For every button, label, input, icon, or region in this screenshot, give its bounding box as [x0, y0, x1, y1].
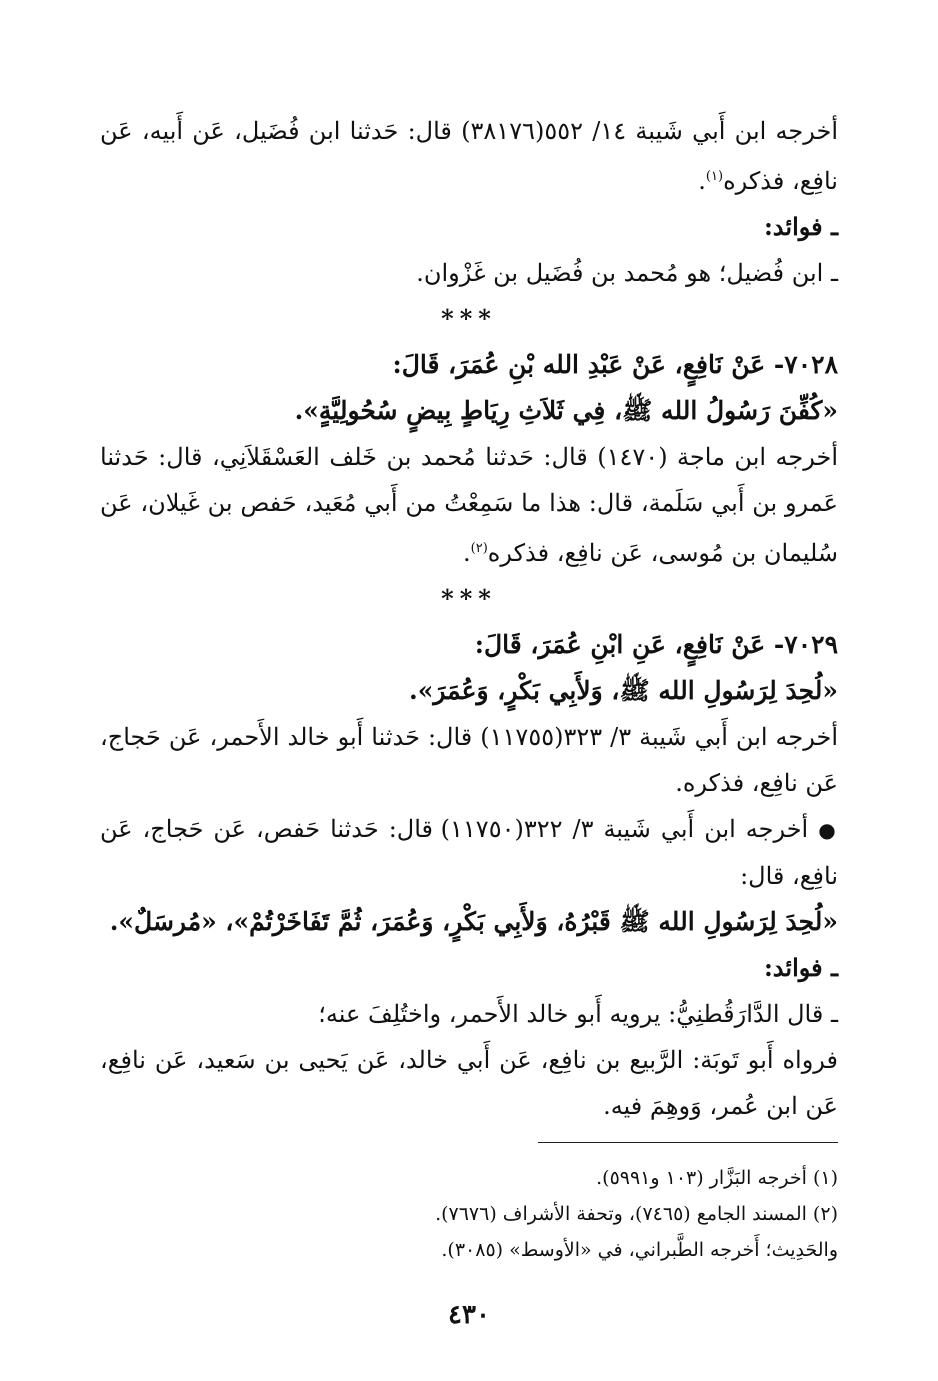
footnote-ref: (٢) [470, 541, 488, 556]
hadith-isnad-7028: ٧٠٢٨- عَنْ نَافِعٍ، عَنْ عَبْدِ الله بْنِ عُمَرَ، قَالَ: [392, 350, 838, 379]
footnote-divider [538, 1142, 838, 1143]
fawaid-heading: ـ فوائد: [763, 953, 838, 982]
takhrij-paragraph: أخرجه ابن أَبي شَيبة ٣/ ٣٢٣(١١٧٥٥) قال: حَدثنا أَبو خالد الأَحمر، عَن حَجاج، عَن نافِع، فذكره. [100, 723, 838, 797]
takhrij-paragraph: أخرجه ابن ماجة (١٤٧٠) قال: حَدثنا مُحمد بن خَلف العَسْقَلاَنِي، قال: حَدثنا عَمرو بن أَبي سَلَمة، قال: هذا ما سَمِعْتُ من أَبي مُعَيد، حَفص بن غَيلان، عَن سُليمان بن مُوسى، عَن نافِع، فذكره$^{(٢)}$. [100, 443, 839, 567]
fawaid-note: ـ ابن فُضيل؛ هو مُحمد بن فُضَيل بن غَزْوان. [416, 259, 838, 287]
fawaid-heading: ـ فوائد: [763, 212, 838, 241]
footnote-2: (٢) المسند الجامع (٧٤٦٥)، وتحفة الأشراف (٧٦٧٦). [435, 1203, 838, 1225]
footnotes [100, 1160, 838, 1268]
hadith-matn-7028: «كُفِّنَ رَسُولُ الله ﷺ، فِي ثَلاَثِ رِيَاطٍ بِيضٍ سُحُولِيَّةٍ». [294, 396, 838, 425]
section-separator: *** [441, 584, 497, 613]
mursal-matn: «لُحِدَ لِرَسُولِ الله ﷺ قَبْرُهُ، وَلأَبِي بَكْرٍ، وَعُمَرَ، ثُمَّ تَفَاخَرْتُمْ»، «مُرسَلٌ». [109, 907, 838, 936]
hadith-matn-7029: «لُحِدَ لِرَسُولِ الله ﷺ، وَلأَبِي بَكْرٍ، وَعُمَرَ». [409, 676, 838, 705]
footnote-2-continued: والحَدِيث؛ أَخرجه الطَّبراني، في «الأوسط» (٣٠٨٥). [441, 1239, 838, 1261]
bullet-icon: ● [818, 818, 839, 842]
bullet-paragraph: ● أخرجه ابن أَبي شَيبة ٣/ ٣٢٢(١١٧٥٠) قال: حَدثنا حَفص، عَن حَجاج، عَن نافِع، قال: [100, 815, 839, 890]
footnote-1: (١) أخرجه البَزَّار (١٠٣ و٥٩٩١). [596, 1167, 838, 1189]
page-number: ٤٣٠ [448, 1300, 490, 1330]
hadith-isnad-7029: ٧٠٢٩- عَنْ نَافِعٍ، عَنِ ابْنِ عُمَرَ، قَالَ: [474, 630, 838, 659]
footnote-ref: (١) [705, 169, 724, 184]
fawaid-note: فرواه أَبو تَوبَة: الرَّبيع بن نافِع، عَن أَبي خالد، عَن يَحيى بن سَعيد، عَن نافِع، عَن ابن عُمر، وَوهِمَ فيه. [100, 1046, 838, 1120]
fawaid-note: ـ قال الدَّارَقُطنِيُّ: يرويه أَبو خالد الأَحمر، واختُلِفَ عنه؛ [318, 1000, 838, 1028]
section-separator: *** [441, 304, 497, 333]
takhrij-paragraph: أخرجه ابن أَبي شَيبة ١٤/ ٥٥٢(٣٨١٧٦) قال: حَدثنا ابن فُضَيل، عَن أَبيه، عَن نافِع، فذكره$^{(١)}$. [100, 117, 838, 195]
main-text [100, 108, 838, 1129]
